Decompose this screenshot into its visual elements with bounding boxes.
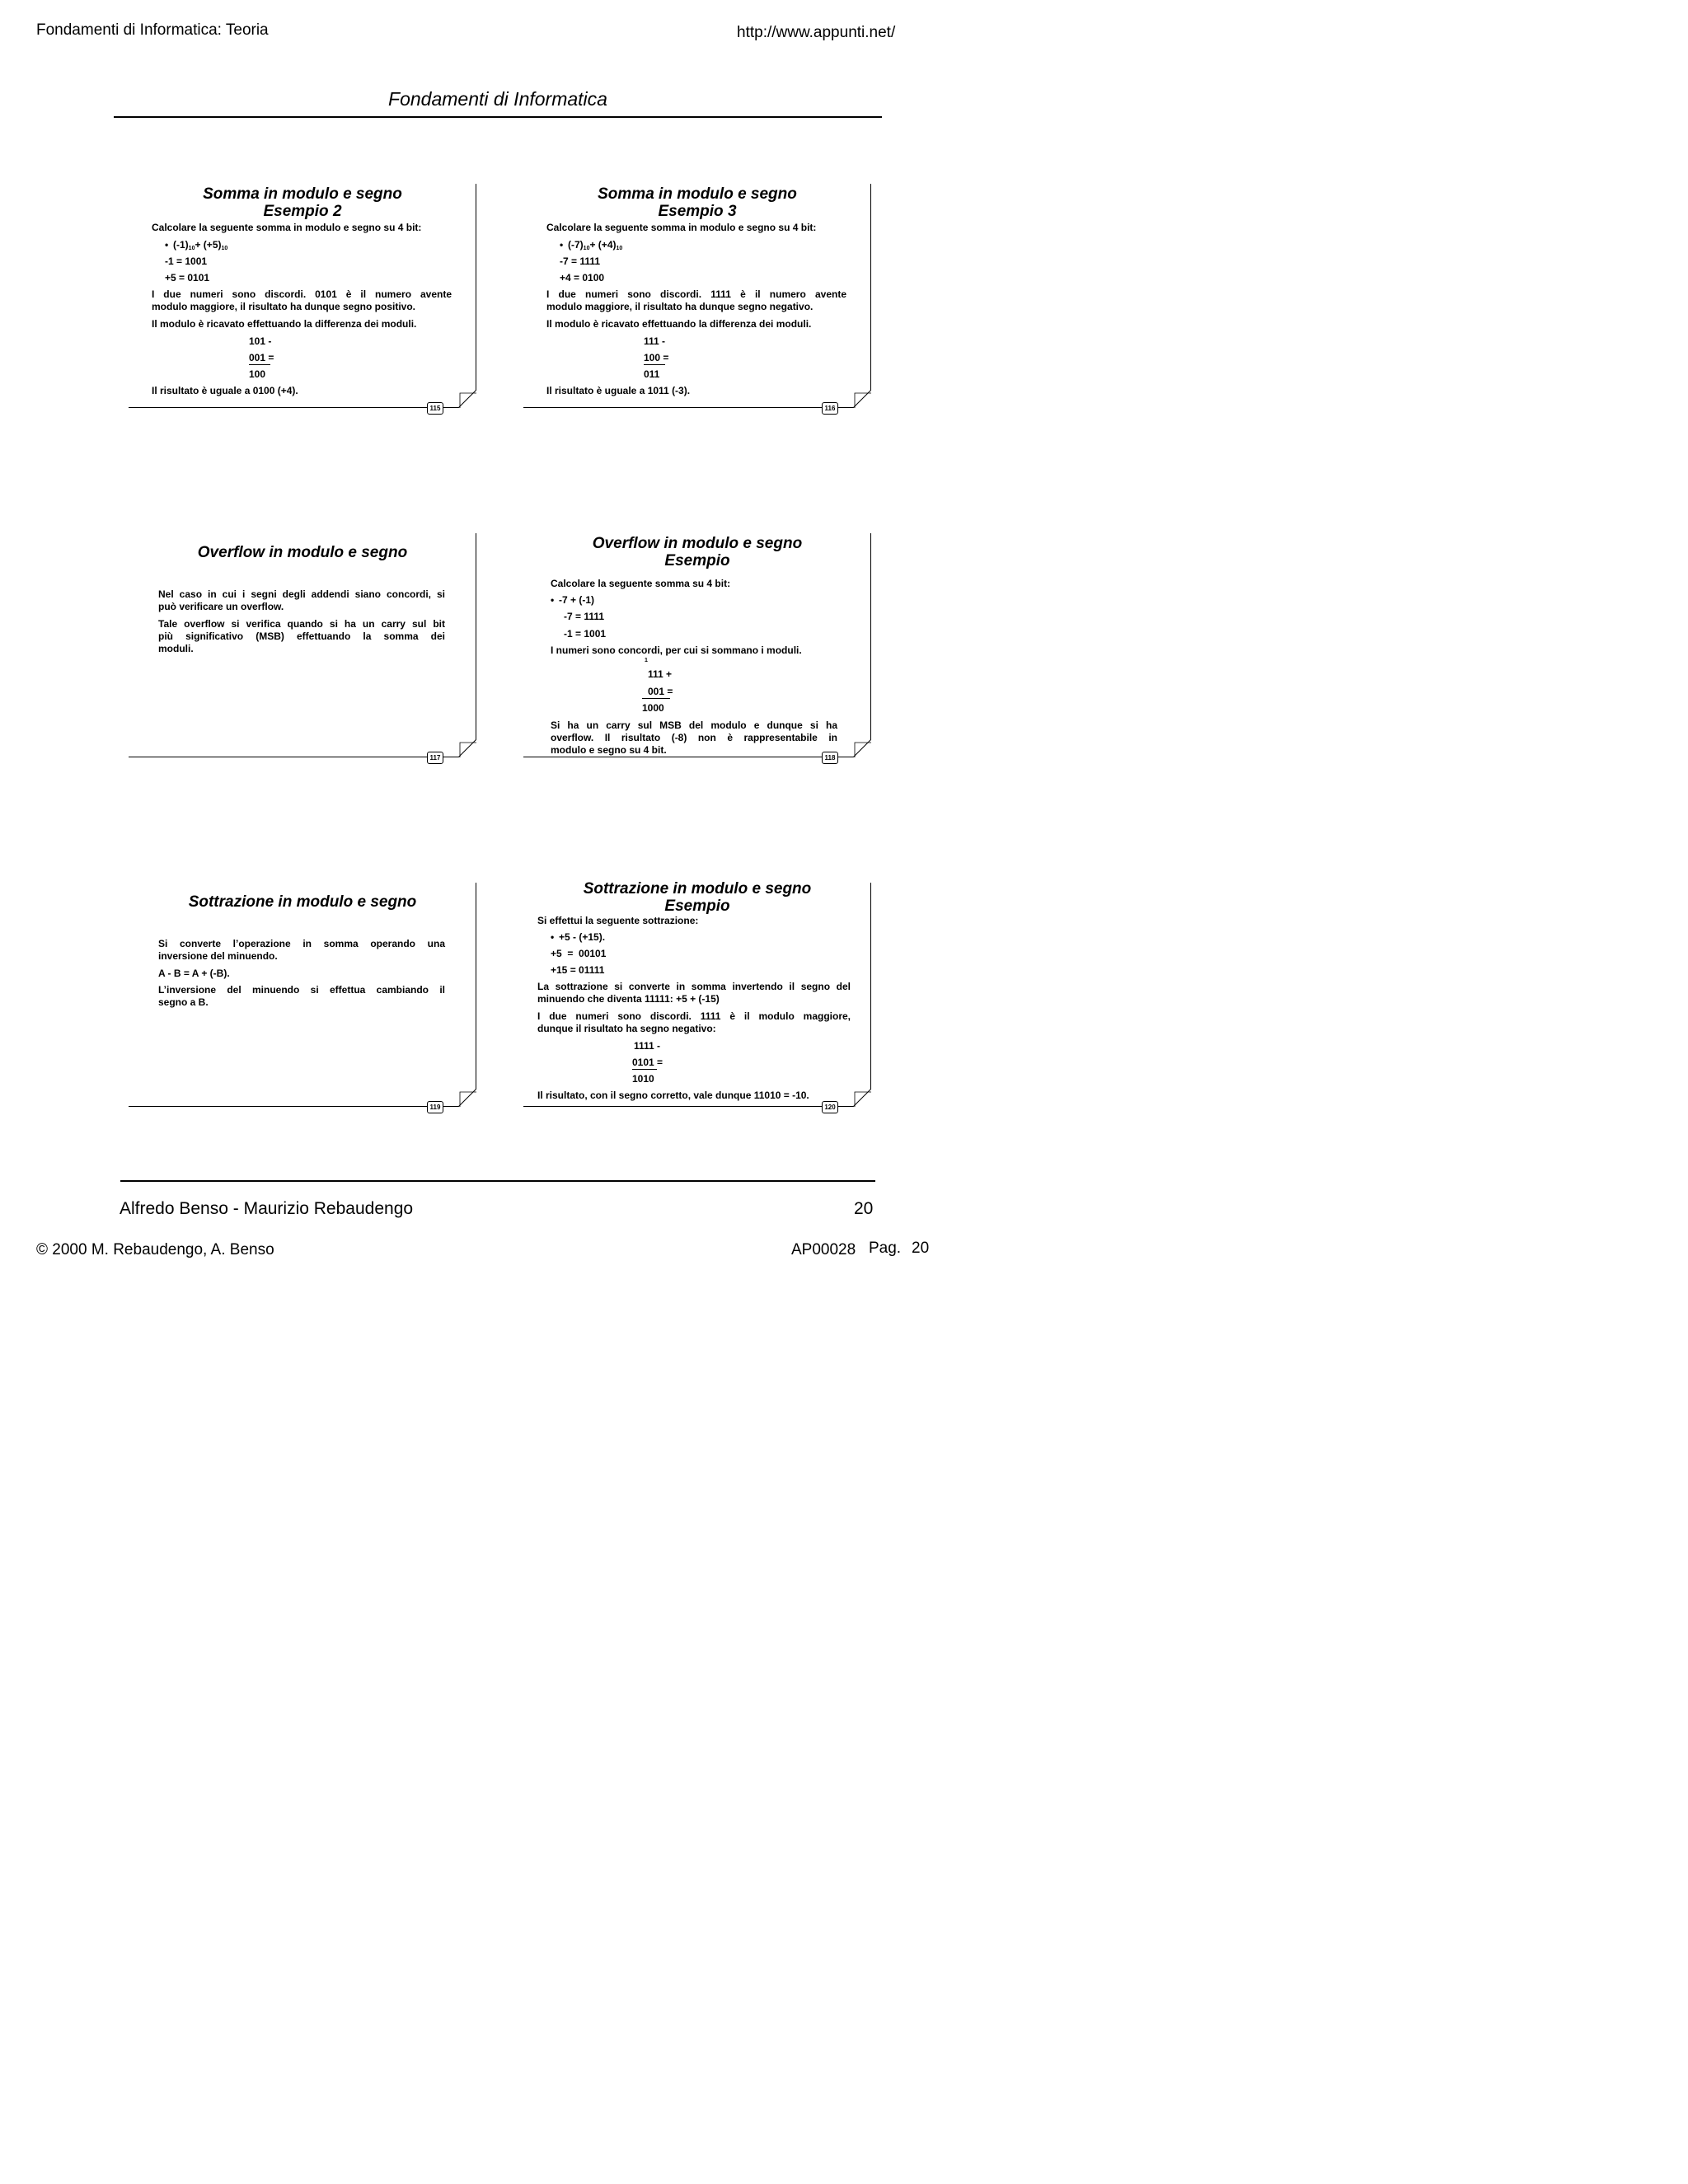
header-left: Fondamenti di Informatica: Teoria <box>36 21 269 39</box>
slide-title: Sottrazione in modulo e segno <box>188 893 417 911</box>
slide-title: Overflow in modulo e segno <box>197 544 408 561</box>
paragraph: Il modulo è ricavato effettuando la differenza dei moduli. <box>546 318 812 330</box>
paragraph: Il modulo è ricavato effettuando la differenza dei moduli. <box>152 318 417 330</box>
page-curl-icon <box>458 739 476 757</box>
paragraph-line: Si converte l’operazione in somma operando una <box>158 938 445 949</box>
operation: • $(-7)_{10}+ (+4)_{10}$ <box>560 239 622 255</box>
intro: Calcolare la seguente somma in modulo e segno su 4 bit: <box>546 222 817 233</box>
calc-rule <box>632 1069 657 1070</box>
binary-line-1: -7 = 1111 <box>564 611 605 622</box>
binary-line-2: -1 = 1001 <box>564 628 607 640</box>
paragraph-line: moduli. <box>158 643 194 654</box>
calc-line-1: 101 - <box>249 335 272 347</box>
footer-rule <box>120 1180 875 1182</box>
paragraph-line: modulo maggiore, il risultato ha dunque segno negativo. <box>546 301 814 312</box>
pag-number: 20 <box>912 1240 930 1257</box>
page-curl-icon <box>458 390 476 408</box>
intro: Si effettui la seguente sottrazione: <box>537 915 699 926</box>
calc-line-1: 1111 - <box>634 1040 661 1052</box>
slide-number: 116 <box>822 402 838 415</box>
calc-line-1: 111 - <box>644 335 666 347</box>
calc-result: 1000 <box>642 702 664 714</box>
result: Il risultato è uguale a 1011 (-3). <box>546 385 691 396</box>
operation: • +5 - (+15). <box>551 931 605 944</box>
slide-title: Somma in modulo e segno <box>598 185 797 203</box>
slide-subtitle: Esempio <box>664 552 730 569</box>
paragraph-line: minuendo che diventa 11111: +5 + (-15) <box>537 993 720 1005</box>
calc-line-2: 001 = <box>648 686 673 697</box>
calc-line-1: 111 + <box>648 668 673 680</box>
slide-title: Somma in modulo e segno <box>203 185 402 203</box>
slide-number: 119 <box>427 1101 443 1113</box>
paragraph-line: Si ha un carry sul MSB del modulo e dunque si ha <box>551 719 837 731</box>
result: Il risultato, con il segno corretto, vale dunque 11010 = -10. <box>537 1090 809 1101</box>
calc-line-2: 001 = <box>249 352 274 363</box>
binary-line-2: +5 = 0101 <box>165 272 210 284</box>
slide-117 <box>129 533 476 762</box>
calc-line-2: 100 = <box>644 352 669 363</box>
slide-number: 120 <box>822 1101 838 1113</box>
slide-119 <box>129 883 476 1111</box>
slide-120 <box>523 880 871 1111</box>
paragraph-line: inversione del minuendo. <box>158 950 278 962</box>
slide-118 <box>523 533 871 762</box>
binary-line-2: +4 = 0100 <box>560 272 605 284</box>
paragraph-line: modulo maggiore, il risultato ha dunque segno positivo. <box>152 301 416 312</box>
paragraph-line: segno a B. <box>158 996 209 1008</box>
paragraph: I numeri sono concordi, per cui si sommano i moduli. <box>551 644 802 656</box>
slide-116 <box>523 184 871 412</box>
formula: A - B = A + (-B). <box>158 968 230 979</box>
page-curl-icon <box>458 1089 476 1107</box>
binary-line-1: -7 = 1111 <box>560 255 601 267</box>
paragraph-line: L’inversione del minuendo si effettua cambiando il <box>158 984 445 996</box>
slide-subtitle: Esempio 2 <box>263 203 342 220</box>
calc-rule <box>642 698 670 699</box>
binary-line-2: +15 = 01111 <box>551 964 605 976</box>
pag-label: Pag. <box>869 1240 902 1257</box>
binary-line-1: -1 = 1001 <box>165 255 208 267</box>
page-title: Fondamenti di Informatica <box>388 88 607 110</box>
slide-title: Sottrazione in modulo e segno <box>583 880 812 898</box>
calc-rule <box>249 364 270 365</box>
slide-number: 117 <box>427 752 443 764</box>
calc-rule <box>644 364 665 365</box>
calc-result: 1010 <box>632 1073 654 1085</box>
footer-page-number: 20 <box>854 1199 874 1218</box>
paragraph-line: La sottrazione si converte in somma invertendo il segno del <box>537 981 851 992</box>
slide-115 <box>129 184 476 412</box>
paragraph-line: I due numeri sono discordi. 0101 è il numero avente <box>152 288 452 300</box>
operation: • $(-1)_{10}+ (+5)_{10}$ <box>165 239 227 255</box>
footer-authors: Alfredo Benso - Maurizio Rebaudengo <box>120 1199 414 1218</box>
slide-subtitle: Esempio 3 <box>658 203 737 220</box>
calc-line-2: 0101 = <box>632 1057 663 1068</box>
paragraph-line: dunque il risultato ha segno negativo: <box>537 1023 716 1034</box>
calc-result: 011 <box>644 368 660 380</box>
header-rule <box>114 116 882 118</box>
binary-line-1: +5 = 00101 <box>551 948 607 959</box>
operation: • -7 + (-1) <box>551 594 594 607</box>
paragraph-line: modulo e segno su 4 bit. <box>551 744 667 756</box>
paragraph-line: I due numeri sono discordi. 1111 è il numero avente <box>546 288 846 300</box>
calc-result: 100 <box>249 368 266 380</box>
paragraph-line: Tale overflow si verifica quando si ha un carry sul bit <box>158 618 445 630</box>
copyright: © 2000 M. Rebaudengo, A. Benso <box>36 1241 274 1258</box>
paragraph-line: Nel caso in cui i segni degli addendi siano concordi, si <box>158 588 445 600</box>
intro: Calcolare la seguente somma su 4 bit: <box>551 578 731 589</box>
page-curl-icon <box>853 739 871 757</box>
slide-number: 118 <box>822 752 838 764</box>
paragraph-line: overflow. Il risultato (-8) non è rappresentabile in <box>551 732 837 743</box>
result: Il risultato è uguale a 0100 (+4). <box>152 385 298 396</box>
page-curl-icon <box>853 390 871 408</box>
slide-title: Overflow in modulo e segno <box>592 535 803 552</box>
paragraph-line: può verificare un overflow. <box>158 601 284 612</box>
paragraph-line: I due numeri sono discordi. 1111 è il modulo maggiore, <box>537 1010 851 1022</box>
document-code: AP00028 <box>791 1241 856 1258</box>
page-curl-icon <box>853 1089 871 1107</box>
intro: Calcolare la seguente somma in modulo e segno su 4 bit: <box>152 222 422 233</box>
header-url[interactable]: http://www.appunti.net/ <box>737 24 896 41</box>
slide-subtitle: Esempio <box>664 898 730 915</box>
carry-digit: 1 <box>645 658 648 663</box>
slide-number: 115 <box>427 402 443 415</box>
paragraph-line: più significativo (MSB) effettuando la somma dei <box>158 630 445 642</box>
